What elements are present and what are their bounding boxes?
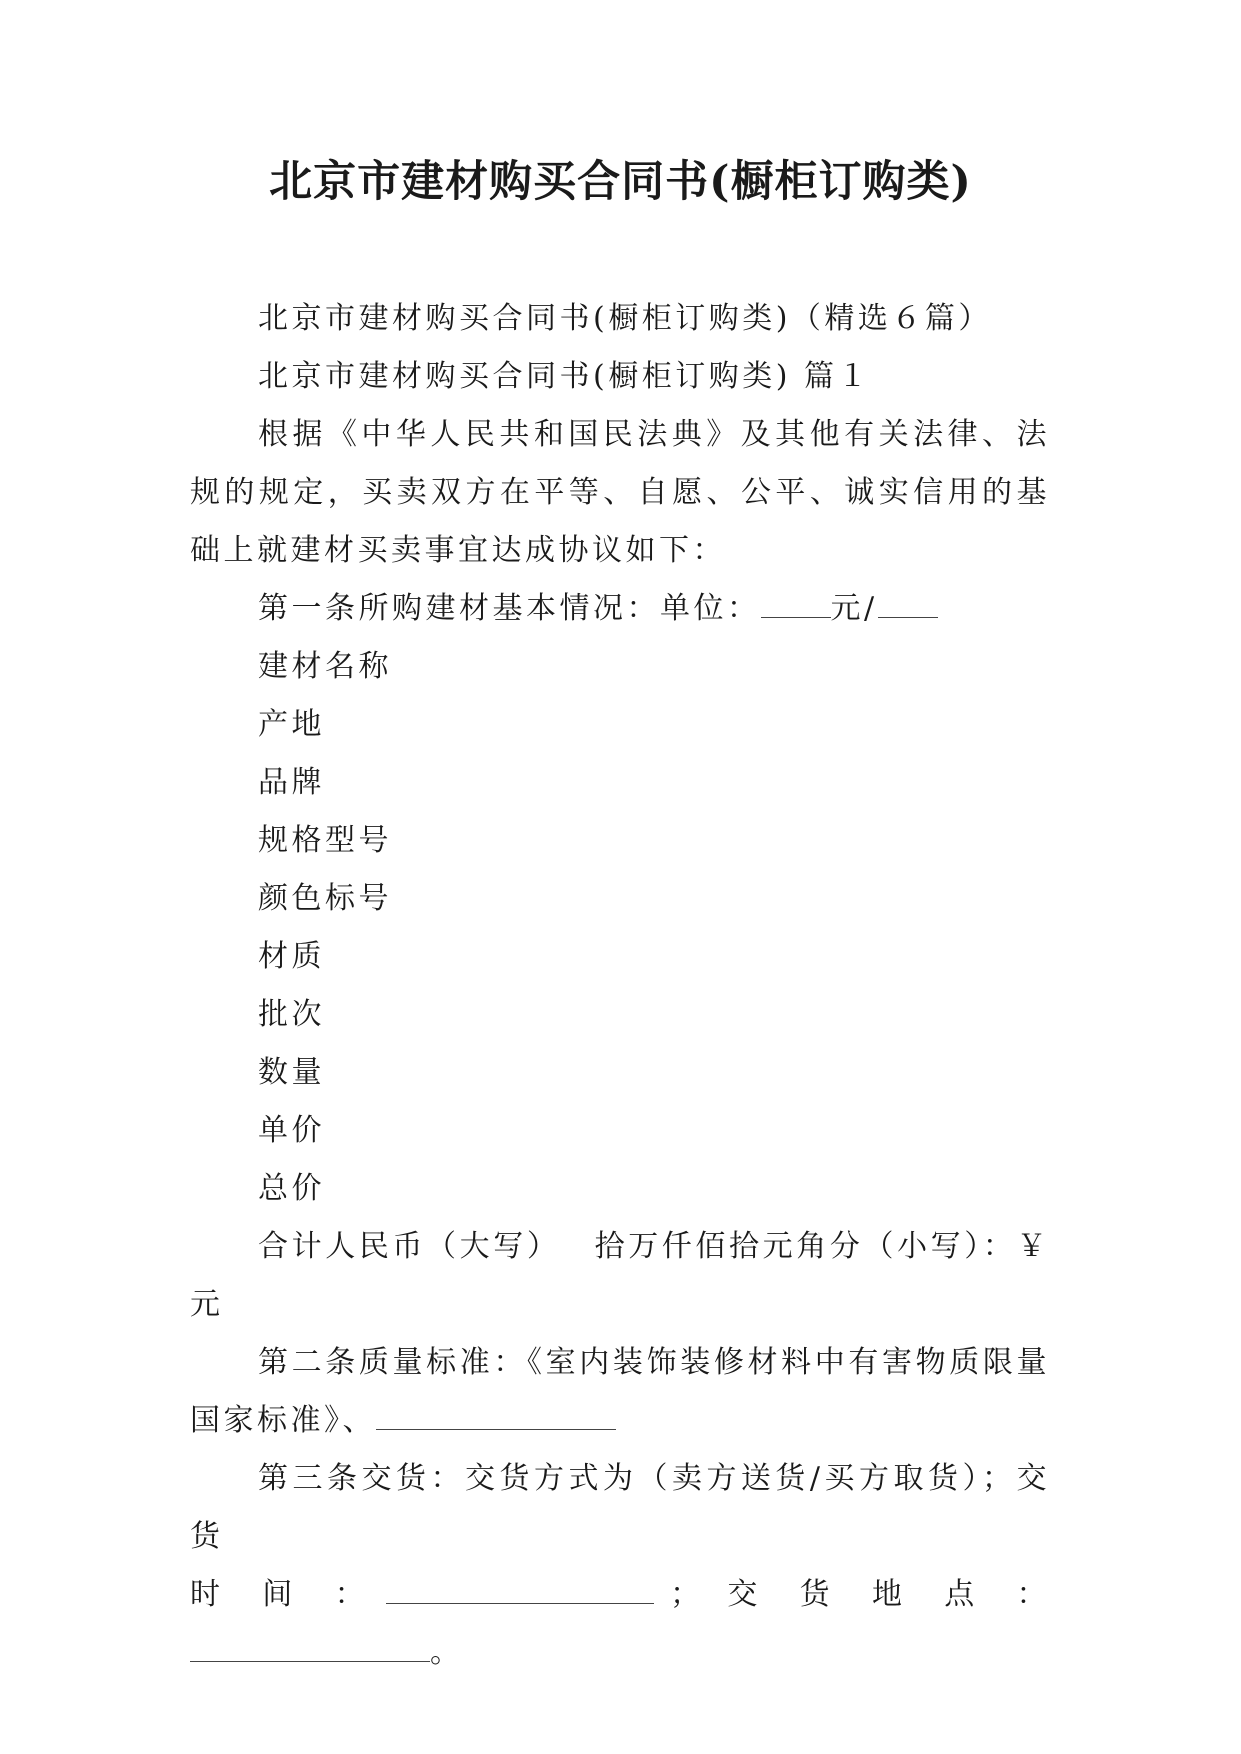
article-3-line-2	[190, 1566, 1050, 1624]
total-rmb-lowercase-label: 拾万仟佰拾元角分（小写）：￥ 元	[190, 1229, 1051, 1322]
field-unit-price: 单价	[258, 1113, 325, 1148]
field-quantity: 数量	[258, 1055, 325, 1090]
total-rmb-line	[190, 1218, 1050, 1334]
field-material-name: 建材名称	[258, 649, 392, 684]
document-body	[190, 290, 1050, 1682]
unit-blank	[878, 589, 938, 618]
quality-standard-blank	[376, 1401, 616, 1430]
unit-price-blank	[761, 589, 831, 618]
delivery-place-blank	[190, 1633, 430, 1662]
article-1-line	[190, 580, 1050, 638]
field-total-price: 总价	[258, 1171, 325, 1206]
document-title: 北京市建材购买合同书(橱柜订购类)	[269, 157, 972, 207]
article-3-end: 。	[430, 1635, 464, 1670]
article-1-text: 第一条所购建材基本情况：单位：	[258, 591, 761, 626]
delivery-place-label: ； 交 货 地 点 ：	[670, 1577, 1051, 1612]
total-rmb-uppercase-label: 合计人民币（大写）	[258, 1229, 561, 1264]
part-title-line: 北京市建材购买合同书(橱柜订购类) 篇１	[258, 359, 871, 394]
article-3-line-1: 第三条交货：交货方式为（卖方送货/买方取货）；交货	[190, 1461, 1050, 1554]
delivery-time-blank	[386, 1575, 654, 1604]
article-1-unit-separator: 元/	[830, 591, 878, 626]
article-3-line-3	[190, 1624, 1050, 1682]
field-material: 材质	[258, 939, 325, 974]
field-model: 规格型号	[258, 823, 392, 858]
intro-paragraph: 根据《中华人民共和国民法典》及其他有关法律、法规的规定，买卖双方在平等、自愿、公平、诚实信用的基础上就建材买卖事宜达成协议如下：	[190, 417, 1050, 568]
field-brand: 品牌	[258, 765, 325, 800]
article-2-text: 第二条质量标准：《室内装饰装修材料中有害物质限量国家标准》、	[190, 1345, 1050, 1438]
field-origin: 产地	[258, 707, 325, 742]
delivery-time-label: 时 间 ：	[190, 1577, 371, 1612]
article-2-paragraph	[190, 1334, 1050, 1450]
field-batch: 批次	[258, 997, 325, 1032]
collection-title-line: 北京市建材购买合同书(橱柜订购类)（精选６篇）	[258, 301, 992, 336]
field-color-code: 颜色标号	[258, 881, 392, 916]
